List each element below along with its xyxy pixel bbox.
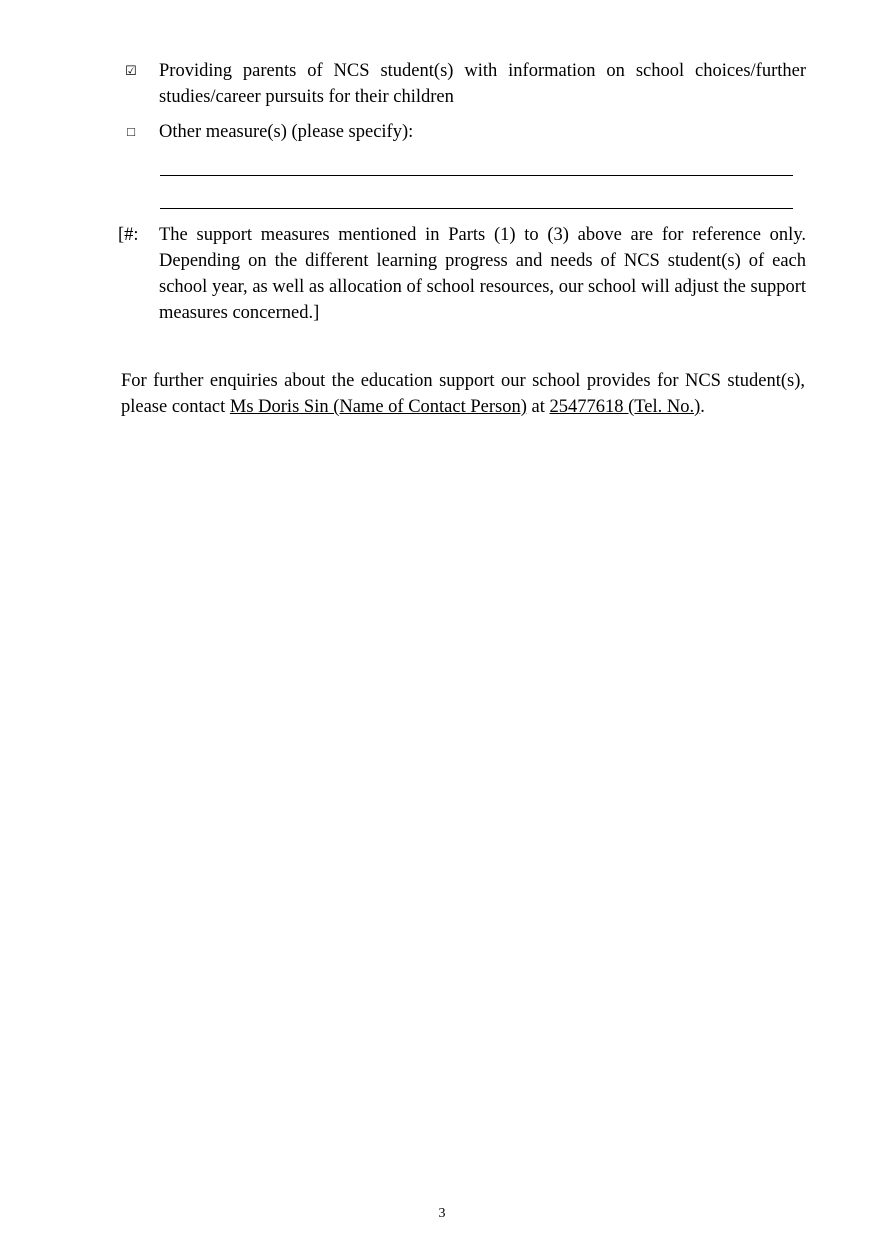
- checked-checkbox-icon: ☑: [125, 63, 137, 78]
- contact-person: Ms Doris Sin (Name of Contact Person): [229, 397, 527, 417]
- specify-blank-line-1: [160, 175, 793, 176]
- contact-at: at: [526, 397, 550, 417]
- measure-item-text: Providing parents of NCS student(s) with information on school choices/further studies/career pursuits for their children: [159, 61, 806, 107]
- measure-item-text: Other measure(s) (please specify):: [159, 122, 414, 142]
- note-text: The support measures mentioned in Parts (1) to (3) above are for reference only. Depending on the different learning progress and needs of NCS student(s) of each school year, as well as allocation of school resources, our school will adjust the support measures concerned.]: [159, 225, 806, 323]
- unchecked-checkbox-icon: □: [127, 124, 135, 139]
- page-number: 3: [438, 1206, 446, 1221]
- measure-item-parents-info: [120, 58, 806, 110]
- contact-end: .: [700, 397, 705, 417]
- contact-paragraph: [121, 368, 805, 420]
- contact-intro: For further enquiries about the education support our school provides for NCS student(s), please contact: [121, 371, 805, 417]
- support-note: [118, 222, 806, 326]
- measure-item-other: [120, 119, 806, 145]
- note-marker: [#:: [118, 225, 139, 245]
- contact-tel: 25477618 (Tel. No.): [549, 397, 701, 417]
- specify-blank-line-2: [160, 208, 793, 209]
